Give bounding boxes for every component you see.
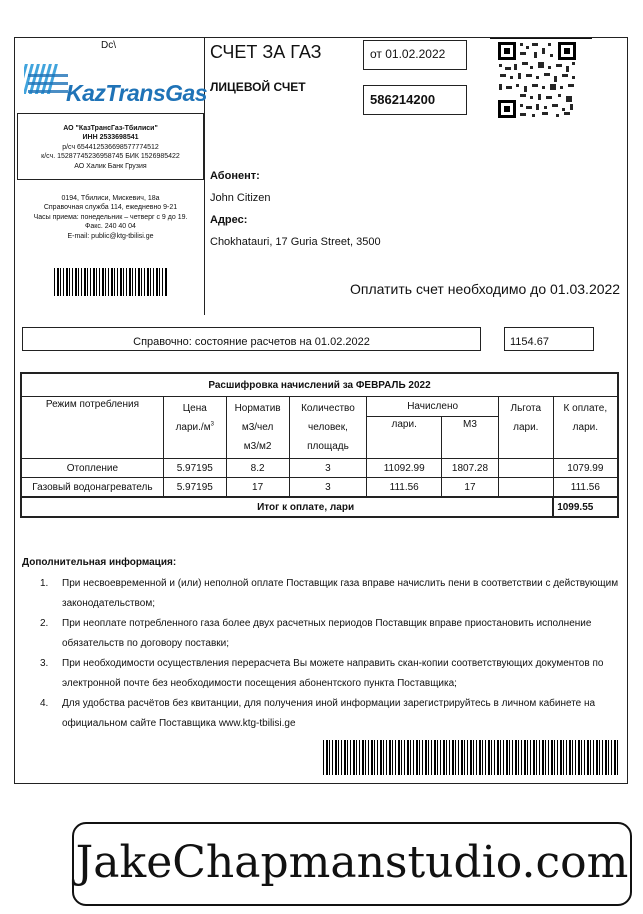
item-number: 1. — [40, 578, 49, 589]
cell-norm: 8.2 — [226, 459, 289, 478]
bill-date-box — [363, 40, 467, 70]
table-title: Расшифровка начислений за ФЕВРАЛЬ 2022 — [21, 373, 618, 397]
cell-lari: 11092.99 — [367, 459, 442, 478]
list-item — [22, 574, 622, 614]
cell-qty: 3 — [289, 459, 367, 478]
col-price-label: Цена — [182, 403, 207, 414]
item-line: При неоплате потребленного газа более двух расчетных периодов Поставщик вправе приостановить исполнение — [62, 618, 592, 629]
company-inn: ИНН 2533698541 — [82, 134, 139, 142]
info-title: Дополнительная информация: — [22, 557, 177, 568]
account-number: 586214200 — [370, 92, 436, 107]
item-line: электронной почте без необходимости посещения абонентского пункта Поставщика; — [62, 678, 457, 689]
cell-m3: 1807.28 — [442, 459, 499, 478]
col-qty-sub1: человек, — [308, 422, 348, 433]
charges-table — [20, 372, 619, 518]
col-norm-unit2: м3/м2 — [243, 441, 272, 452]
col-qty-header — [289, 397, 367, 459]
item-number: 3. — [40, 658, 49, 669]
col-charged-m3: М3 — [442, 417, 499, 459]
company-hours: Часы приема: понедельник – четверг с 9 до 19. — [33, 213, 188, 221]
cell-norm: 17 — [226, 478, 289, 498]
col-mode-header — [21, 397, 163, 459]
qr-code — [496, 40, 578, 120]
address-label: Адрес: — [210, 214, 248, 226]
col-norm-unit1: м3/чел — [241, 422, 274, 433]
table-row — [21, 478, 618, 498]
col-benefit-unit: лари. — [513, 422, 539, 433]
cell-m3: 17 — [442, 478, 499, 498]
total-value: 1099.55 — [553, 497, 618, 517]
bottom-barcode — [323, 740, 619, 775]
col-qty-label: Количество — [301, 403, 355, 414]
col-charged-lari: лари. — [367, 417, 442, 459]
company-contacts — [17, 194, 204, 241]
corner-mark: Dc\ — [101, 40, 116, 51]
cell-topay: 111.56 — [553, 478, 618, 498]
qr-code-icon — [496, 40, 578, 120]
account-label: ЛИЦЕВОЙ СЧЕТ — [210, 80, 306, 94]
company-requisites — [17, 113, 204, 180]
company-bank: АО Халик Банк Грузия — [74, 162, 147, 170]
cell-benefit — [498, 459, 553, 478]
company-logo — [24, 60, 208, 106]
company-ks: к/сч. 15287745236958745 БИК 1526985422 — [41, 153, 180, 161]
info-list — [22, 574, 622, 734]
item-line: При необходимости осуществления перерасчета Вы можете направить скан-копии соответствующих документов по — [62, 658, 604, 669]
company-name: АО "КазТрансГаз-Тбилиси" — [63, 125, 158, 132]
col-benefit-header — [498, 397, 553, 459]
list-item — [22, 654, 622, 694]
item-number: 4. — [40, 698, 49, 709]
item-line: обязательств по договору поставки; — [62, 638, 230, 649]
charges-table-wrap — [20, 372, 619, 518]
col-qty-sub2: площадь — [307, 441, 349, 452]
bill-title: СЧЕТ ЗА ГАЗ — [210, 42, 322, 62]
item-number: 2. — [40, 618, 49, 629]
reference-value: 1154.67 — [510, 336, 549, 348]
bill-date: от 01.02.2022 — [370, 47, 446, 61]
logo-mark-icon — [24, 60, 68, 104]
account-number-box — [363, 85, 467, 115]
watermark-text: JakeChapmanstudio.com — [75, 837, 629, 888]
item-line: При несвоевременной и (или) неполной оплате Поставщик газа вправе начислить пени в соответствии с действующим — [62, 578, 619, 589]
company-address: 0194, Тбилиси, Мискевич, 18а — [61, 195, 160, 202]
reference-box — [22, 327, 481, 351]
col-topay-unit: лари. — [572, 422, 598, 433]
subscriber-address: Chokhatauri, 17 Guria Street, 3500 — [210, 236, 381, 248]
item-line: официальном сайте Поставщика www.ktg-tbilisi.ge — [62, 718, 296, 729]
subscriber-label: Абонент: — [210, 170, 260, 182]
col-norm-label: Норматив — [234, 403, 281, 414]
watermark-box — [72, 822, 632, 906]
cell-lari: 111.56 — [367, 478, 442, 498]
col-norm-header — [226, 397, 289, 459]
col-topay-header — [553, 397, 618, 459]
cell-price: 5.97195 — [163, 478, 226, 498]
list-item — [22, 694, 622, 734]
reference-label: Справочно: состояние расчетов на 01.02.2022 — [133, 336, 370, 348]
col-benefit-label: Льгота — [510, 403, 542, 414]
logo-text: KazTransGas — [66, 80, 208, 106]
table-row — [21, 459, 618, 478]
cell-mode: Газовый водонагреватель — [21, 478, 163, 498]
item-line: законодательством; — [62, 598, 155, 609]
cell-topay: 1079.99 — [553, 459, 618, 478]
total-label: Итог к оплате, лари — [21, 497, 553, 517]
company-service: Справочная служба 114, ежедневно 9-21 — [43, 204, 178, 212]
company-rs: р/сч 654412536698577774512 — [62, 143, 159, 151]
company-email: E-mail: public@ktg-tbilisi.ge — [67, 232, 154, 240]
item-line: Для удобства расчётов без квитанции, для получения иной информации зарегистрируйтесь в личном кабинете на — [62, 698, 596, 709]
cell-qty: 3 — [289, 478, 367, 498]
due-date-notice: Оплатить счет необходимо до 01.03.2022 — [350, 281, 621, 297]
col-price-header — [163, 397, 226, 459]
col-mode-label: Режим потребления — [45, 399, 140, 410]
list-item — [22, 614, 622, 654]
col-charged-header: Начислено — [367, 397, 499, 417]
company-fax: Факс. 240 40 04 — [85, 223, 136, 231]
col-price-sup: 3 — [210, 421, 214, 428]
left-barcode — [54, 268, 168, 296]
cell-benefit — [498, 478, 553, 498]
cell-mode: Отопление — [21, 459, 163, 478]
cell-price: 5.97195 — [163, 459, 226, 478]
subscriber-name: John Citizen — [210, 192, 271, 204]
reference-value-box — [504, 327, 594, 351]
col-price-unit: лари./м — [175, 422, 211, 433]
column-divider — [204, 37, 205, 315]
col-topay-label: К оплате, — [563, 403, 608, 414]
